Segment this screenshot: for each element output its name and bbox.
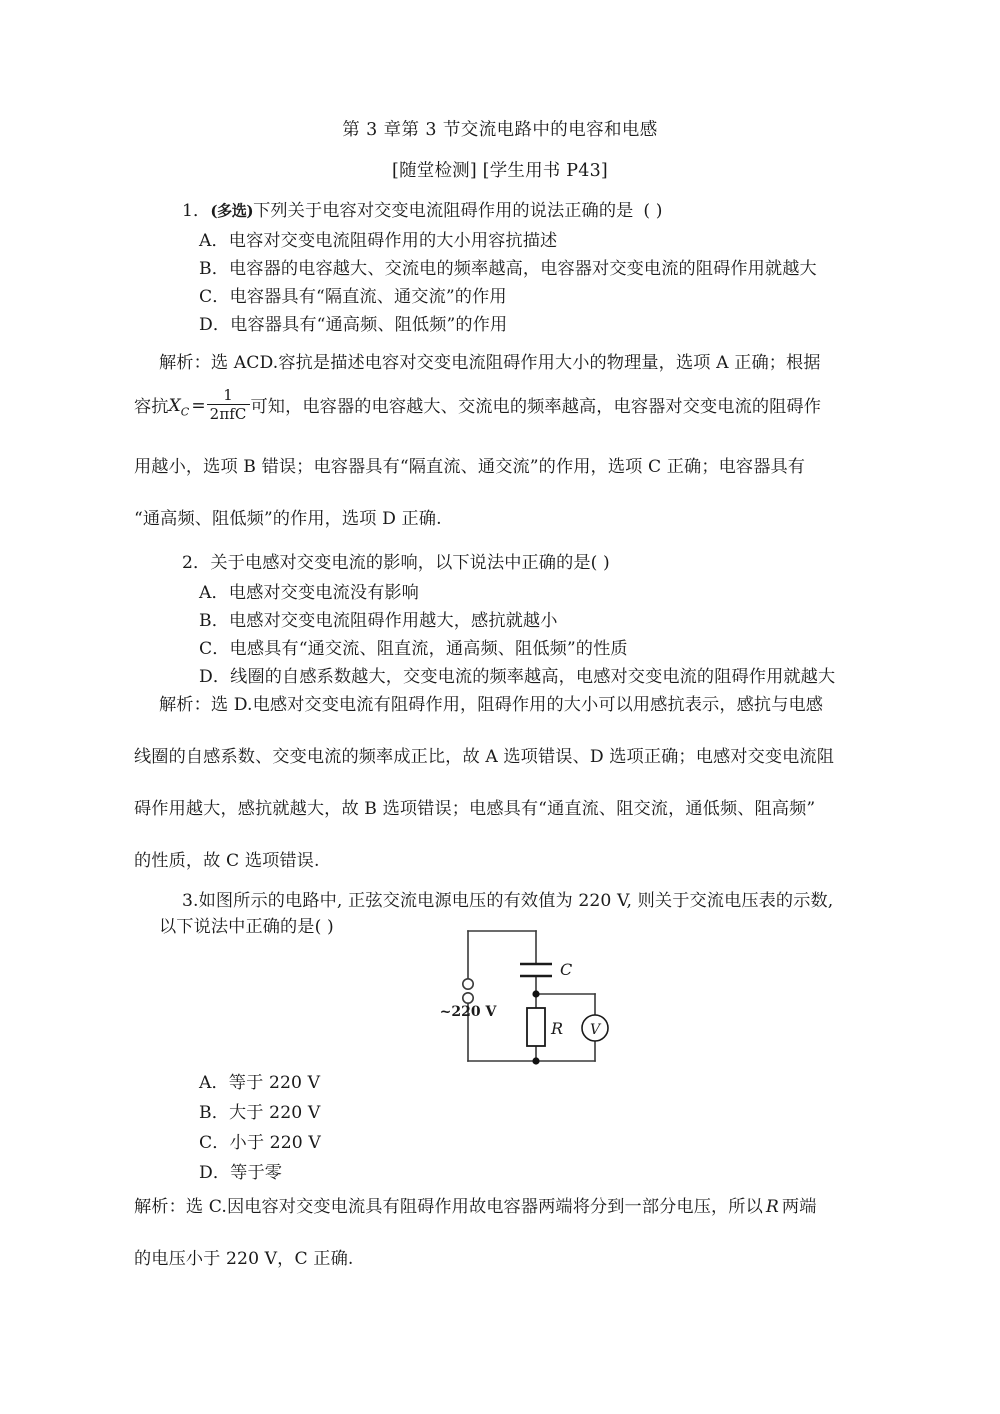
question-2-solution-line-2: 线圈的自感系数、交变电流的频率成正比，故 A 选项错误、D 选项正确；电感对交变电流阻 xyxy=(134,747,835,767)
question-2-answer-blank[interactable]: ) xyxy=(597,553,610,573)
question-1-solution-line-3: 用越小，选项 B 错误；电容器具有“隔直流、通交流”的作用，选项 C 正确；电容器具有 xyxy=(134,457,806,477)
solution-label: 解析： xyxy=(159,695,211,715)
question-3-stem-line-2 xyxy=(159,914,334,940)
question-2-stem-text: 关于电感对交变电流的影响，以下说法中正确的是( xyxy=(210,553,598,573)
resistor-symbol xyxy=(527,1008,545,1046)
solution-variable-r: R xyxy=(765,1197,779,1217)
formula-lhs-sub: C xyxy=(180,405,190,419)
formula-equals: = xyxy=(191,396,206,416)
circuit-diagram xyxy=(440,918,630,1073)
solution-choice: 选 ACD. xyxy=(210,353,279,373)
question-3-solution-line-1 xyxy=(134,1192,816,1217)
solution-label: 解析： xyxy=(159,353,211,373)
formula-lhs: X xyxy=(168,396,181,416)
question-3-option-b[interactable]: B．大于 220 V xyxy=(199,1103,321,1123)
question-1-multichoice-tag: (多选) xyxy=(210,202,254,220)
question-1-answer-blank[interactable]: ( ) xyxy=(643,201,663,221)
solution-text: 容抗 xyxy=(134,397,169,417)
capacitive-reactance-formula xyxy=(168,386,251,424)
question-2-stem: 2．关于电感对交变电流的影响，以下说法中正确的是( ) xyxy=(182,553,610,573)
question-3-option-a[interactable]: A．等于 220 V xyxy=(199,1073,321,1093)
question-3-solution-line-2: 的电压小于 220 V，C 正确. xyxy=(134,1249,354,1269)
source-label: ~220 V xyxy=(440,1004,497,1020)
question-2-solution-line-4: 的性质，故 C 选项错误. xyxy=(134,851,320,871)
question-1-solution-line-4: “通高频、阻低频”的作用，选项 D 正确. xyxy=(134,509,442,529)
question-1-option-b[interactable]: B．电容器的电容越大、交流电的频率越高，电容器对交变电流的阻碍作用就越大 xyxy=(199,259,817,279)
voltmeter-label: V xyxy=(589,1022,601,1038)
question-3-option-c[interactable]: C．小于 220 V xyxy=(199,1133,321,1153)
question-3-stem-text: 以下说法中正确的是( xyxy=(159,917,322,937)
solution-text: 容抗是描述电容对交变电流阻碍作用大小的物理量，选项 A 正确；根据 xyxy=(278,353,821,373)
solution-text: 可知，电容器的电容越大、交流电的频率越高，电容器对交变电流的阻碍作 xyxy=(250,397,822,417)
formula-denominator: 2πfC xyxy=(209,405,247,423)
formula-fraction xyxy=(207,388,250,423)
source-terminal-top xyxy=(463,979,473,989)
question-3-answer-blank[interactable]: ) xyxy=(321,917,334,937)
solution-choice: 选 D. xyxy=(210,695,253,715)
source-terminal-bottom xyxy=(463,993,473,1003)
solution-choice: 选 C. xyxy=(185,1197,227,1217)
question-1-solution-line-1 xyxy=(159,348,821,373)
question-2-option-d[interactable]: D．线圈的自感系数越大，交变电流的频率越高，电感对交变电流的阻碍作用就越大 xyxy=(199,667,836,687)
capacitor-label: C xyxy=(560,960,573,979)
question-1-option-a[interactable]: A．电容对交变电流阻碍作用的大小用容抗描述 xyxy=(199,231,558,251)
question-2-solution-line-1 xyxy=(159,690,823,715)
solution-text: 因电容对交变电流具有阻碍作用故电容器两端将分到一部分电压，所以 xyxy=(226,1197,763,1217)
page-title: 第 3 章第 3 节交流电路中的电容和电感 xyxy=(342,120,658,140)
question-1-option-d[interactable]: D．电容器具有“通高频、阻低频”的作用 xyxy=(199,315,508,335)
question-2-solution-line-3: 碍作用越大，感抗就越大，故 B 选项错误；电感具有“通直流、阻交流，通低频、阻高频” xyxy=(134,799,816,819)
page-subtitle: [随堂检测] [学生用书 P43] xyxy=(392,161,608,181)
formula-numerator: 1 xyxy=(223,386,233,404)
question-3-option-d[interactable]: D．等于零 xyxy=(199,1163,283,1183)
question-1-stem-text: 下列关于电容对交变电流阻碍作用的说法正确的是 xyxy=(253,201,634,221)
question-1-option-c[interactable]: C．电容器具有“隔直流、通交流”的作用 xyxy=(199,287,507,307)
question-3-stem-line-1: 3.如图所示的电路中, 正弦交流电源电压的有效值为 220 V, 则关于交流电压表的示数, xyxy=(182,891,834,911)
question-1-number: 1 xyxy=(182,201,194,221)
resistor-label: R xyxy=(551,1019,564,1038)
junction-node-top xyxy=(532,990,539,997)
junction-node-bottom xyxy=(532,1057,539,1064)
question-1-stem: 1．(多选)下列关于电容对交变电流阻碍作用的说法正确的是 ( ) xyxy=(182,201,663,221)
question-2-number: 2 xyxy=(182,553,194,573)
question-1-solution-line-2 xyxy=(134,386,822,425)
question-2-option-b[interactable]: B．电感对交变电流阻碍作用越大，感抗就越小 xyxy=(199,611,558,631)
solution-text: 两端 xyxy=(781,1197,817,1217)
question-2-option-c[interactable]: C．电感具有“通交流、阻直流，通高频、阻低频”的性质 xyxy=(199,639,628,659)
solution-text: 电感对交变电流有阻碍作用，阻碍作用的大小可以用感抗表示，感抗与电感 xyxy=(252,695,824,715)
question-2-option-a[interactable]: A．电感对交变电流没有影响 xyxy=(199,583,419,603)
solution-label: 解析： xyxy=(134,1197,186,1217)
